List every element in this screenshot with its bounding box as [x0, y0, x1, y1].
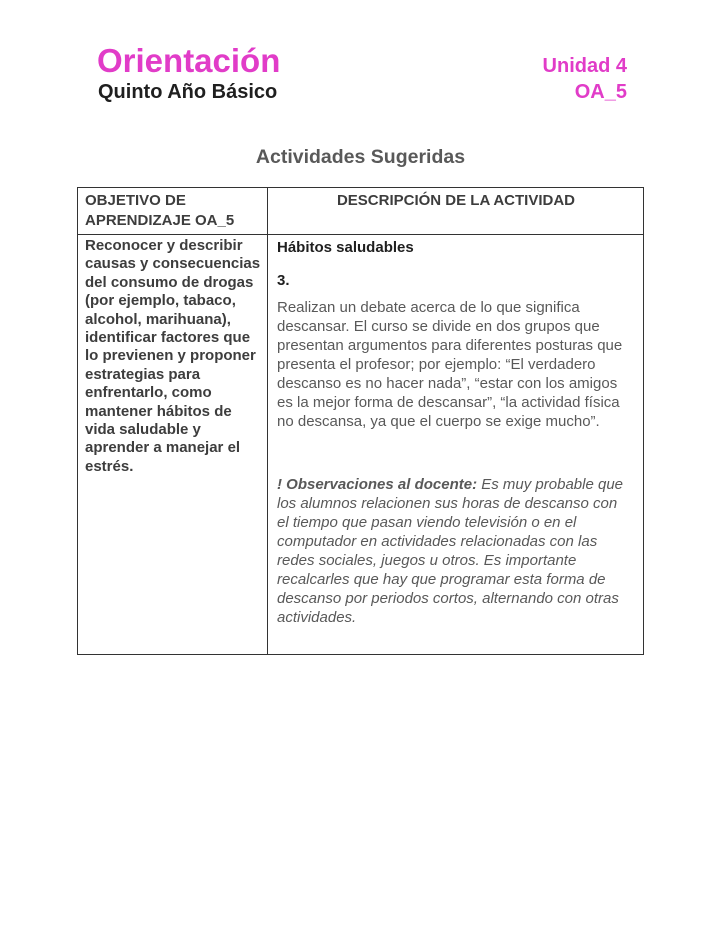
oa-code: OA_5: [574, 81, 627, 103]
activity-description: Realizan un debate acerca de lo que significa descansar. El curso se divide en dos grupos que presentan argumentos para diferentes posturas que presenta el profesor; por ejemplo: “El verdadero descanso es no hacer nada”, “estar con los amigos es la mejor forma de descansar”, “la actividad física no descansa, ya que el cuerpo se exige mucho”.: [277, 299, 623, 430]
unit-label: Unidad 4: [542, 55, 627, 77]
column-header-description: DESCRIPCIÓN DE LA ACTIVIDAD: [267, 188, 643, 234]
unit-block: [543, 53, 627, 105]
teacher-note-text: Es muy probable que los alumnos relacionen sus horas de descanso con el tiempo que pasan viendo televisión o en el computador en actividades relacionadas con las redes sociales, juegos u otros. Es importante recalcarles que hay que programar esta forma de descanso por periodos cortos, alternando con otras actividades.: [277, 476, 624, 626]
subject-title: Orientación: [97, 42, 281, 79]
activity-number: 3.: [277, 272, 290, 289]
activities-table: [77, 187, 644, 655]
teacher-note-label: ! Observaciones al docente:: [277, 476, 478, 493]
objective-cell: [78, 234, 267, 654]
objective-text: Reconocer y describir causas y consecuencias del consumo de drogas (por ejemplo, tabaco, alcohol, marihuana), identificar factores que lo previenen y proponer estrategias para enfrentarlo, como mantener hábitos de vida saludable y aprender a manejar el estrés.: [85, 237, 261, 475]
teacher-note: [277, 475, 633, 627]
grade-subtitle: Quinto Año Básico: [98, 81, 278, 103]
activity-topic: Hábitos saludables: [277, 239, 414, 256]
section-title: Actividades Sugeridas: [255, 146, 466, 168]
column-header-objective: OBJETIVO DE APRENDIZAJE OA_5: [85, 192, 235, 229]
activity-cell: [267, 234, 643, 654]
